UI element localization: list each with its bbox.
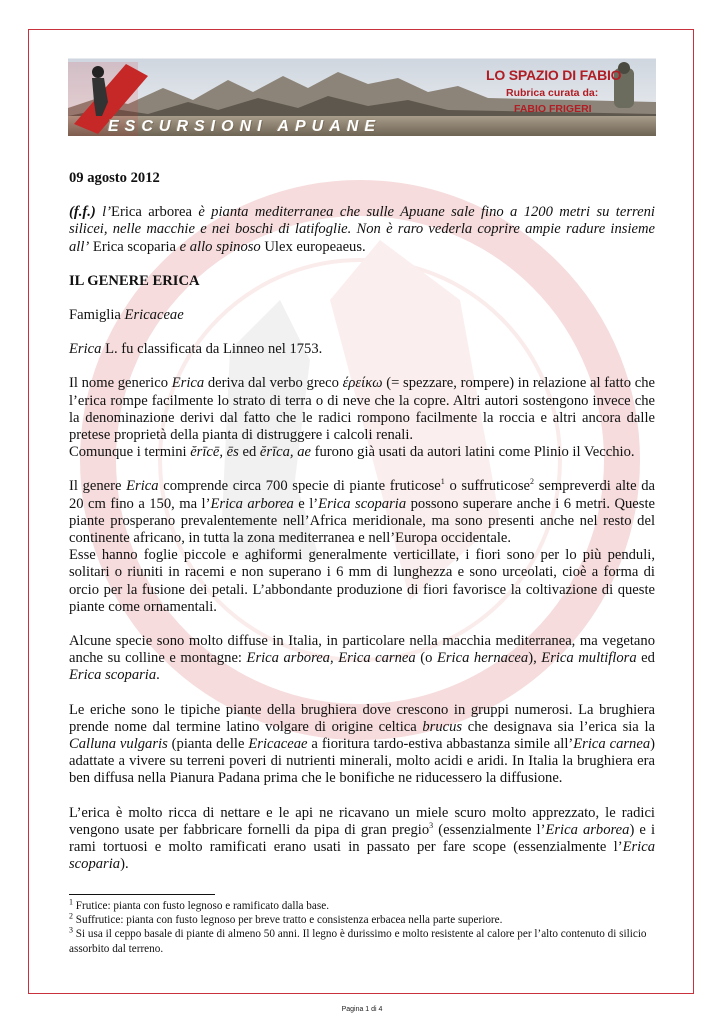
latin-terms-paragraph: Comunque i termini ĕrīcē, ēs ed ĕrīca, ae furono già usati da autori latini come Plinio il Vecchio.	[69, 444, 635, 461]
page-number: Pagina 1 di 4	[341, 1006, 383, 1013]
banner-title: LO SPAZIO DI FABIO	[486, 67, 622, 83]
linnaeus-line: Erica L. fu classificata da Linneo nel 1753.	[69, 341, 323, 358]
article-body	[69, 170, 655, 891]
intro-paragraph: (f.f.) l’Erica arborea è pianta mediterranea che sulle Apuane sale fino a 1200 metri su terreni silicei, nelle macchie e nei boschi di latifoglie. Non è raro vederla coprire ampie radure insieme all’ Erica scoparia e allo spinoso Ulex europeaeus.	[69, 204, 655, 255]
footnotes	[69, 899, 655, 956]
footnote-ref-1: 1	[440, 477, 445, 487]
footnote-1: $^1$ Frutice: pianta con fusto legnoso e ramificato dalla base.	[69, 897, 329, 912]
footnote-2: $^2$ Suffrutice: pianta con fusto legnoso per breve tratto e consistenza erbacea nella parte superiore.	[69, 911, 503, 927]
section-heading: IL GENERE ERICA	[69, 272, 200, 289]
honey-paragraph: L’erica è molto ricca di nettare e le api ne ricavano un miele scuro molto apprezzato, le radici vengono usate per fabbricare fornelli da pipa di gran pregio$^3$ (essenzialmente l’Erica arborea) e i rami tortuosi e molto ramificati erano usati in passato per fare scope (essenzialmente l’Erica scoparia).	[69, 804, 656, 873]
heathland-paragraph: Le eriche sono le tipiche piante della brughiera dove crescono in gruppi numerosi. La brughiera prende nome dal termine latino volgare di origine celtica brucus che designava sia l’erica sia la Calluna vulgaris (pianta delle Ericaceae a fioritura tardo-estiva abbastanza simile all’Erica carnea) adattate a vivere su terreni poveri di nutrienti minerali, molto acidi e aridi. In Italia la brughiera era ben diffusa nella Pianura Padana prima che le bonifiche ne riducessero la diffusione.	[69, 701, 655, 787]
footnote-3: $^3$ Si usa il ceppo basale di piante di almeno 50 anni. Il legno è durissimo e molto resistente al calore per l’alto contenuto di silicio assorbito dal terreno.	[69, 925, 647, 955]
family-line: Famiglia Ericaceae	[69, 307, 184, 324]
genus-paragraph: Il genere Erica comprende circa 700 specie di piante fruticose$^1$ o suffruticose$^2$ sempreverdi alte da 20 cm fino a 150, ma l’Erica arborea e l’Erica scoparia possono superare anche i 6 metri. Queste piante prosperano prevalentemente nell’Africa meridionale, ma sono presenti anche nel resto del continente africano, in tutta la zona mediterranea e nell’Europa occidentale.	[69, 477, 655, 547]
header-banner	[68, 58, 656, 136]
etymology-paragraph: Il nome generico Erica deriva dal verbo greco έρείκω (= spezzare, rompere) in relazione al fatto che l’erica rompe facilmente lo strato di terra o di neve che la copre. Altri autori sostengono invece che la denominazione derivi dal fatto che le radici rompono facilmente la roccia e altri ancora dalle pretese proprietà della pianta di distruggere i calcoli renali.	[69, 375, 655, 444]
footnote-ref-3: 3	[429, 821, 434, 831]
banner-subtitle: Rubrica curata da:	[506, 87, 599, 99]
footnote-ref-2: 2	[530, 477, 535, 487]
banner-author: FABIO FRIGERI	[514, 103, 592, 115]
species-paragraph: Alcune specie sono molto diffuse in Italia, in particolare nella macchia mediterranea, ma vegetano anche su colline e montagne: Erica arborea, Erica carnea (o Erica hernacea), Erica multiflora ed Erica scoparia.	[69, 633, 655, 684]
leaves-paragraph: Esse hanno foglie piccole e aghiformi generalmente verticillate, i fiori sono per lo più penduli, solitari o riuniti in racemi e non superano i 6 mm di lunghezza e sono urceolati, cioè a forma di orcio per la fusione dei petali. L’abbondante produzione di fiori favorisce la coltivazione di queste piante come ornamentali.	[69, 547, 655, 615]
article-date: 09 agosto 2012	[69, 170, 160, 186]
footnote-separator	[69, 894, 215, 895]
banner-band-text: ESCURSIONI APUANE	[108, 118, 381, 135]
